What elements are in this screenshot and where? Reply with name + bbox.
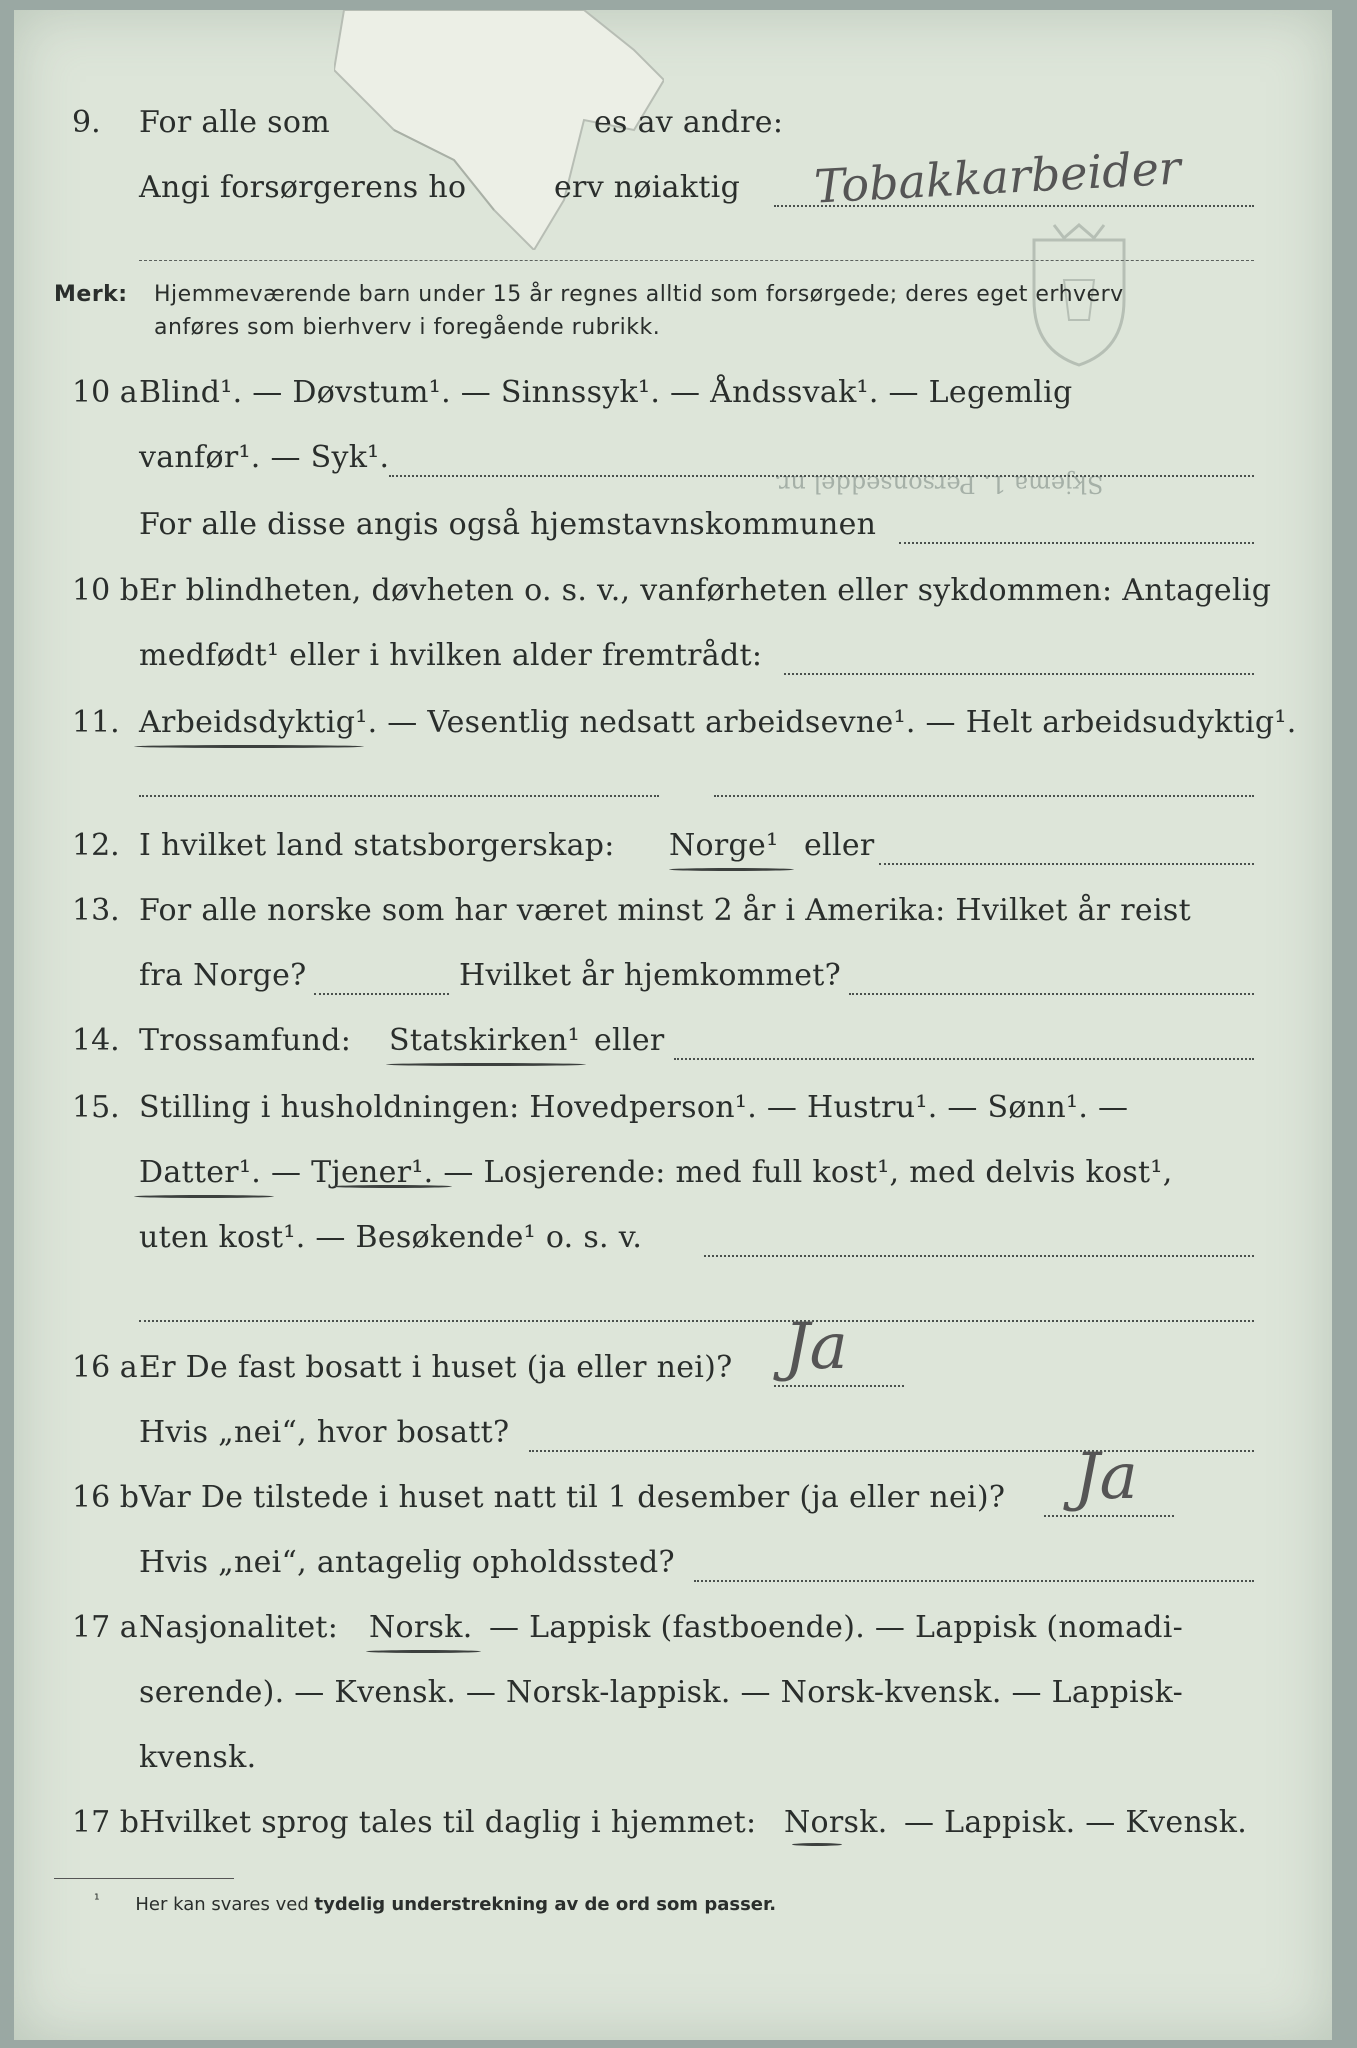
answer-line: [139, 795, 659, 797]
answer-line: [774, 1385, 904, 1387]
question-9-line2: Angi forsørgerens ho: [139, 170, 467, 205]
answer-line: [849, 993, 1254, 995]
handwritten-answer-16a: Ja: [784, 1310, 848, 1384]
question-10b-line2: medfødt¹ eller i hvilken alder fremtrådt:: [139, 638, 763, 673]
question-17a-line3: kvensk.: [139, 1740, 257, 1775]
separator-rule: [139, 260, 1254, 261]
answer-line: [784, 673, 1254, 675]
question-15-line1: Stilling i husholdningen: Hovedperson¹. — Hustru¹. — Sønn¹. —: [139, 1090, 1129, 1125]
question-16b-line2: Hvis „nei“, antagelig opholdssted?: [139, 1545, 675, 1580]
underline-mark: [134, 745, 364, 748]
question-9-line1: For alle som: [139, 105, 330, 140]
question-17a-choice: Norsk.: [369, 1610, 473, 1645]
answer-line: [1044, 1515, 1174, 1517]
note-label: Merk:: [54, 282, 128, 307]
question-12-text: I hvilket land statsborgerskap:: [139, 828, 615, 863]
census-form-page: [14, 10, 1332, 2040]
handwritten-answer-occupation: Tobakkarbeider: [812, 140, 1183, 214]
question-9-line1-end: es av andre:: [594, 105, 784, 140]
footnote-bold-text: tydelig understrekning av de ord som passer.: [314, 1894, 777, 1915]
question-10a-line1: Blind¹. — Døvstum¹. — Sinnssyk¹. — Åndssvak¹. — Legemlig: [139, 375, 1073, 410]
question-12-number: 12.: [72, 828, 120, 863]
answer-line: [139, 1320, 1254, 1322]
question-15-line3: uten kost¹. — Besøkende¹ o. s. v.: [139, 1220, 643, 1255]
question-10a-line2: vanfør¹. — Syk¹.: [139, 440, 390, 475]
question-11-line1: Arbeidsdyktig¹. — Vesentlig nedsatt arbeidsevne¹. — Helt arbeidsudyktig¹.: [139, 705, 1297, 740]
question-16a-number: 16 a: [72, 1350, 138, 1385]
question-12-rest: eller: [804, 828, 875, 863]
question-17b-choice: Norsk.: [784, 1805, 888, 1840]
underline-mark: [792, 1843, 842, 1846]
underline-mark: [669, 868, 794, 871]
question-13-line2b: Hvilket år hjemkommet?: [459, 958, 842, 993]
underline-mark: [386, 1063, 586, 1066]
show-through-text: Skjema 1. Personseddel nr.: [774, 470, 1104, 498]
question-13-number: 13.: [72, 893, 120, 928]
question-9-number: 9.: [72, 105, 101, 140]
question-17b-label: Hvilket sprog tales til daglig i hjemmet:: [139, 1805, 757, 1840]
underline-mark: [134, 1195, 274, 1198]
underline-mark: [366, 1650, 481, 1653]
question-14-choice: Statskirken¹: [389, 1023, 580, 1058]
question-14-number: 14.: [72, 1023, 120, 1058]
question-12-choice: Norge¹: [669, 828, 779, 863]
question-13-line2a: fra Norge?: [139, 958, 307, 993]
question-10a-number: 10 a: [72, 375, 138, 410]
handwritten-answer-16b: Ja: [1074, 1440, 1138, 1514]
question-10b-number: 10 b: [72, 573, 139, 608]
question-16a-line2: Hvis „nei“, hvor bosatt?: [139, 1415, 510, 1450]
footnote: [94, 1892, 777, 1915]
question-14-rest: eller: [594, 1023, 665, 1058]
question-17a-number: 17 a: [72, 1610, 138, 1645]
question-9-line2-end: erv nøiaktig: [554, 170, 741, 205]
question-16a-line1: Er De fast bosatt i huset (ja eller nei)?: [139, 1350, 733, 1385]
footnote-text: Her kan svares ved: [135, 1894, 309, 1915]
underline-mark: [332, 1185, 452, 1188]
note-line1: Hjemmeværende barn under 15 år regnes alltid som forsørgede; deres eget erhverv: [154, 282, 1124, 307]
question-17a-line1-rest: — Lappisk (fastboende). — Lappisk (nomadi-: [489, 1610, 1184, 1645]
question-17a-line2: serende). — Kvensk. — Norsk-lappisk. — Norsk-kvensk. — Lappisk-: [139, 1675, 1184, 1710]
answer-line: [674, 1058, 1254, 1060]
question-15-line2: Datter¹. — Tjener¹. — Losjerende: med full kost¹, med delvis kost¹,: [139, 1155, 1173, 1190]
footnote-mark: ¹: [94, 1892, 100, 1908]
answer-line: [714, 795, 1254, 797]
answer-line: [694, 1580, 1254, 1582]
answer-line: [899, 542, 1254, 544]
answer-line: [529, 1450, 1254, 1452]
question-11-number: 11.: [72, 705, 120, 740]
answer-line: [314, 993, 449, 995]
question-17a-label: Nasjonalitet:: [139, 1610, 339, 1645]
question-16b-line1: Var De tilstede i huset natt til 1 desember (ja eller nei)?: [139, 1480, 1006, 1515]
question-10a-line3: For alle disse angis også hjemstavnskommunen: [139, 507, 877, 542]
question-10b-line1: Er blindheten, døvheten o. s. v., vanførheten eller sykdommen: Antagelig: [139, 573, 1272, 608]
answer-line: [704, 1255, 1254, 1257]
question-13-line1: For alle norske som har været minst 2 år i Amerika: Hvilket år reist: [139, 893, 1191, 928]
answer-line: [879, 863, 1254, 865]
question-17b-number: 17 b: [72, 1805, 139, 1840]
note-line2: anføres som bierhverv i foregående rubrikk.: [154, 315, 661, 340]
question-17b-rest: — Lappisk. — Kvensk.: [904, 1805, 1248, 1840]
answer-line: [389, 475, 1254, 477]
question-15-number: 15.: [72, 1090, 120, 1125]
footnote-rule: [54, 1878, 234, 1879]
question-16b-number: 16 b: [72, 1480, 139, 1515]
question-14-label: Trossamfund:: [139, 1023, 352, 1058]
